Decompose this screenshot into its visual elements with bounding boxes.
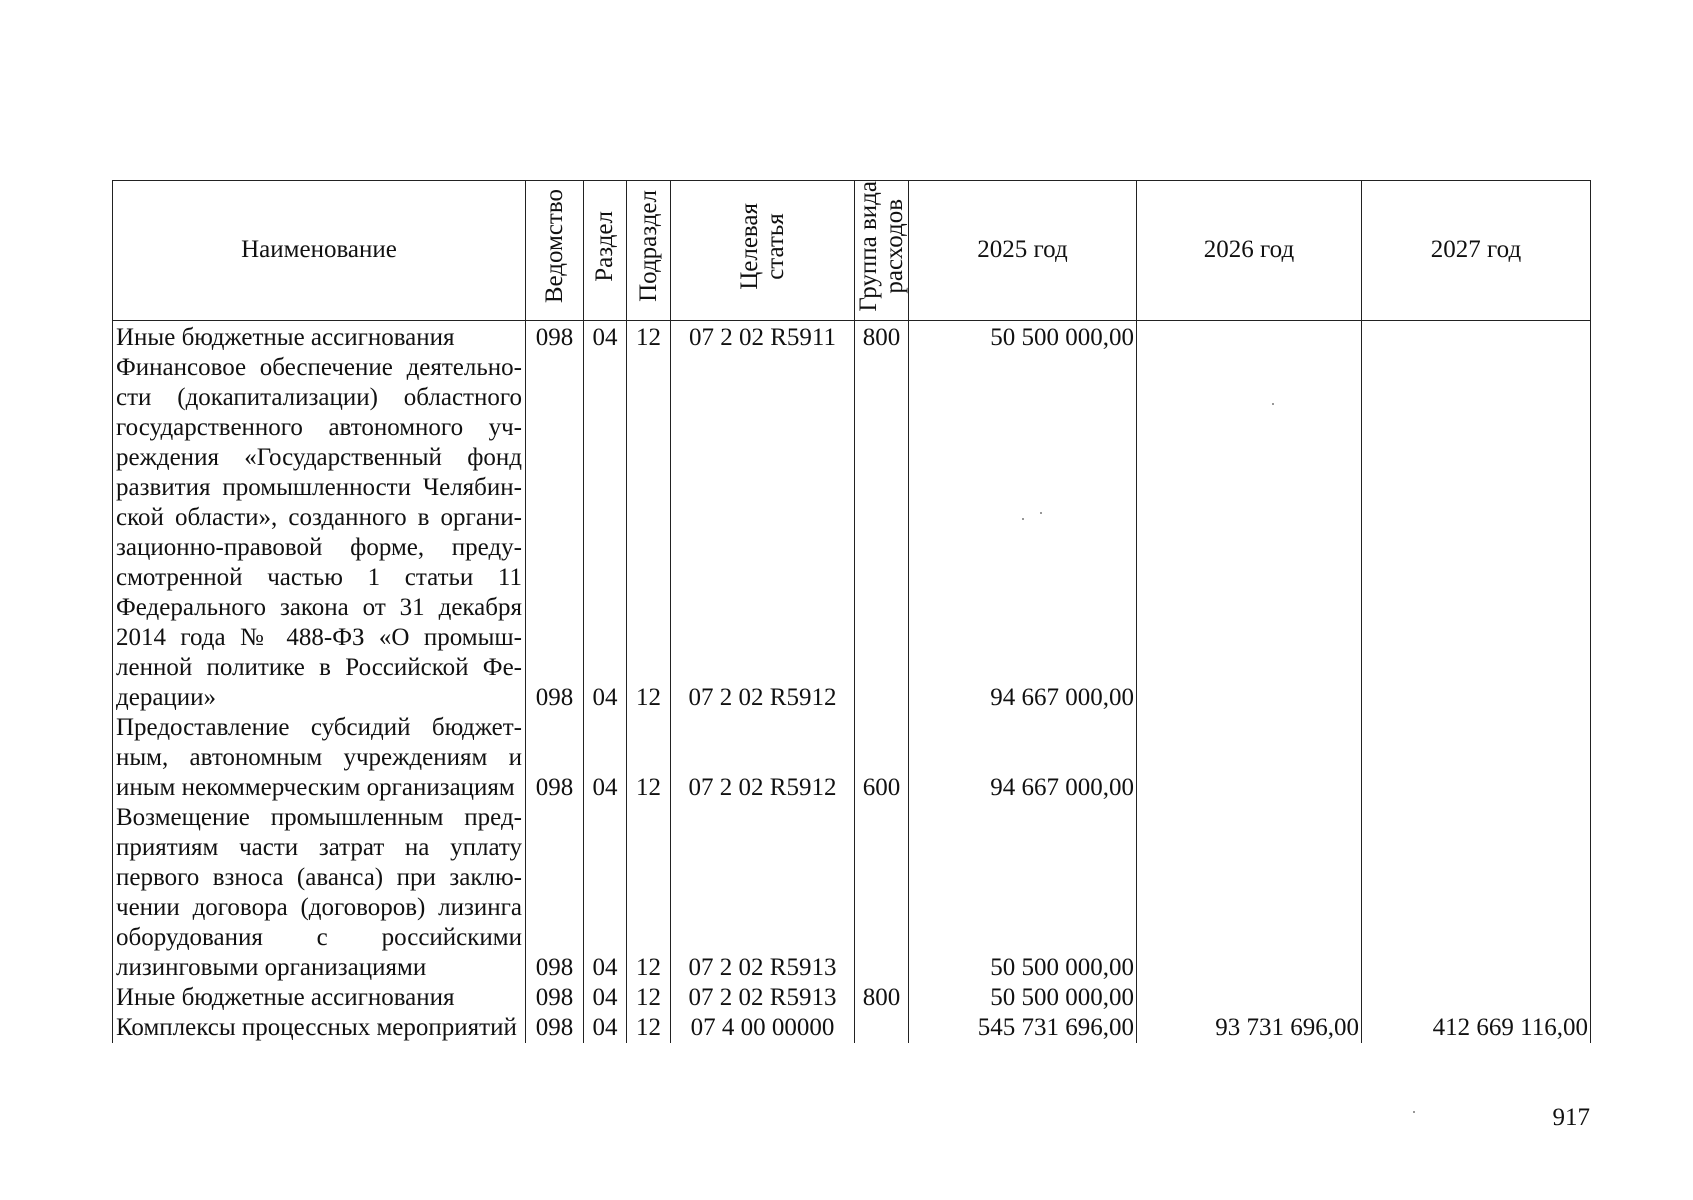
table-body — [113, 320, 1591, 1043]
row-target: 07 2 02 R5913 — [671, 803, 855, 983]
row-year-2025: 50 500 000,00 — [909, 803, 1137, 983]
scan-speck — [1413, 1111, 1415, 1113]
row-subsection: 12 — [627, 803, 671, 983]
row-section: 04 — [584, 1013, 627, 1043]
scan-speck — [1040, 512, 1042, 514]
table-row — [113, 803, 1591, 983]
budget-table — [112, 180, 1591, 1043]
row-target: 07 4 00 00000 — [671, 1013, 855, 1043]
header-target-article-label — [737, 203, 789, 290]
header-subsection — [627, 181, 671, 321]
row-name: Предоставление субсидий бюджетным, автономным учреждениям и иным некоммерческим организациям — [113, 713, 526, 803]
row-year-2025: 94 667 000,00 — [909, 353, 1137, 713]
row-section: 04 — [584, 803, 627, 983]
table-row — [113, 353, 1591, 713]
row-group — [855, 1013, 909, 1043]
row-year-2027 — [1362, 803, 1591, 983]
row-subsection: 12 — [627, 1013, 671, 1043]
row-name: Иные бюджетные ассигнования — [113, 983, 526, 1013]
header-group-line1: Группа вида — [854, 181, 882, 312]
table-row — [113, 320, 1591, 353]
header-target-line2: статья — [761, 213, 789, 280]
table-row — [113, 713, 1591, 803]
header-section — [584, 181, 627, 321]
header-group-line2: расходов — [880, 198, 908, 294]
row-year-2025: 545 731 696,00 — [909, 1013, 1137, 1043]
row-name: Возмещение промышленным предприятиям части затрат на уплату первого взноса (аванса) при заключении договора (договоров) лизинга оборудования с российскими лизинговыми организациями — [113, 803, 526, 983]
row-year-2026 — [1137, 713, 1362, 803]
row-group: 800 — [855, 983, 909, 1013]
row-department: 098 — [526, 803, 584, 983]
row-year-2027 — [1362, 353, 1591, 713]
row-subsection: 12 — [627, 320, 671, 353]
row-year-2025: 50 500 000,00 — [909, 983, 1137, 1013]
row-target: 07 2 02 R5912 — [671, 713, 855, 803]
table-header — [113, 181, 1591, 321]
header-expense-group-label — [856, 181, 908, 312]
row-target: 07 2 02 R5911 — [671, 320, 855, 353]
row-subsection: 12 — [627, 983, 671, 1013]
row-department: 098 — [526, 1013, 584, 1043]
row-year-2026 — [1137, 803, 1362, 983]
header-target-article — [671, 181, 855, 321]
header-year-2025: 2025 год — [909, 181, 1137, 321]
row-subsection: 12 — [627, 353, 671, 713]
scan-speck — [1022, 518, 1024, 520]
row-section: 04 — [584, 983, 627, 1013]
row-department: 098 — [526, 353, 584, 713]
row-year-2025: 50 500 000,00 — [909, 320, 1137, 353]
table-row — [113, 1013, 1591, 1043]
row-year-2027 — [1362, 713, 1591, 803]
row-section: 04 — [584, 353, 627, 713]
row-group — [855, 353, 909, 713]
header-subsection-label: Подраздел — [634, 190, 662, 303]
row-target: 07 2 02 R5912 — [671, 353, 855, 713]
row-year-2027: 412 669 116,00 — [1362, 1013, 1591, 1043]
row-year-2027 — [1362, 320, 1591, 353]
header-target-line1: Целевая — [735, 202, 763, 290]
row-group — [855, 803, 909, 983]
table-row — [113, 983, 1591, 1013]
row-section: 04 — [584, 320, 627, 353]
scan-speck — [1272, 403, 1274, 405]
row-group: 600 — [855, 713, 909, 803]
header-expense-group — [855, 181, 909, 321]
row-year-2026 — [1137, 983, 1362, 1013]
row-year-2026: 93 731 696,00 — [1137, 1013, 1362, 1043]
row-department: 098 — [526, 713, 584, 803]
header-year-2026: 2026 год — [1137, 181, 1362, 321]
row-target: 07 2 02 R5913 — [671, 983, 855, 1013]
row-subsection: 12 — [627, 713, 671, 803]
row-year-2026 — [1137, 353, 1362, 713]
header-name: Наименование — [113, 181, 526, 321]
row-name: Финансовое обеспечение деятельности (докапитализации) областного государственного автономного учреждения «Государственный фонд развития промышленности Челябинской области», созданного в организационно-правовой форме, предусмотренной частью 1 статьи 11 Федерального закона от 31 декабря 2014 года № 488-ФЗ «О промышленной политике в Российской Федерации» — [113, 353, 526, 713]
row-year-2026 — [1137, 320, 1362, 353]
header-year-2027: 2027 год — [1362, 181, 1591, 321]
header-section-label: Раздел — [591, 210, 618, 282]
row-year-2025: 94 667 000,00 — [909, 713, 1137, 803]
row-year-2027 — [1362, 983, 1591, 1013]
header-department-label: Ведомство — [540, 189, 568, 304]
row-section: 04 — [584, 713, 627, 803]
row-group: 800 — [855, 320, 909, 353]
row-name: Иные бюджетные ассигнования — [113, 320, 526, 353]
row-department: 098 — [526, 983, 584, 1013]
row-department: 098 — [526, 320, 584, 353]
budget-table-container — [112, 180, 1590, 1043]
row-name: Комплексы процессных мероприятий — [113, 1013, 526, 1043]
header-row — [113, 181, 1591, 321]
page-number: 917 — [1552, 1104, 1590, 1131]
header-department — [526, 181, 584, 321]
